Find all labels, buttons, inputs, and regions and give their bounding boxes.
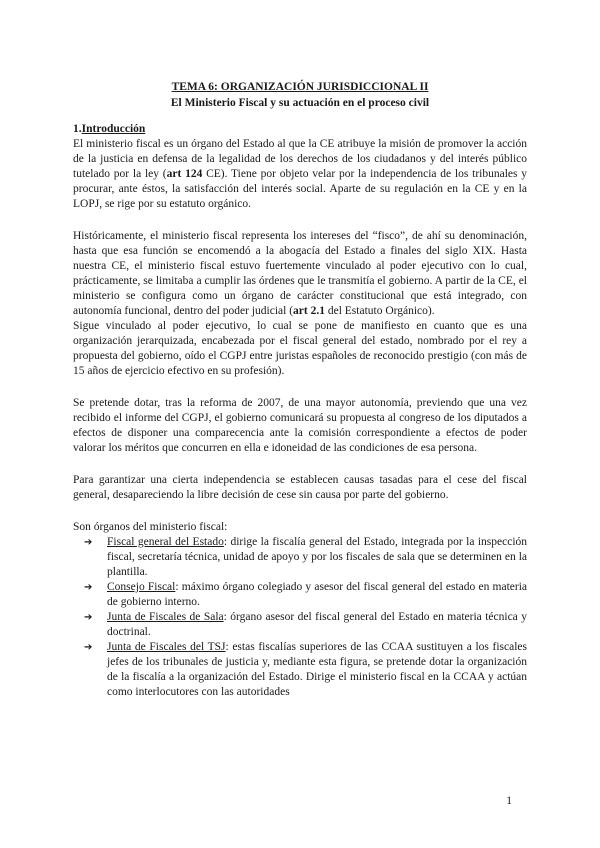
paragraph-reform-2007: Se pretende dotar, tras la reforma de 2007, de una mayor autonomía, previendo que una vez recibido el informe del CGPJ, el gobierno comunicará su propuesta al congreso de los diputados a efectos de disponer una comparecencia ante la comisión correspondiente a efectos de poder valorar los méritos que concurren en ella e idoneidad de las condiciones de esa persona.: [73, 397, 527, 454]
topic-subtitle: El Ministerio Fiscal y su actuación en el proceso civil: [170, 97, 430, 109]
organ-term: Junta de Fiscales del TSJ: [107, 641, 226, 653]
list-item: [84, 580, 527, 610]
title-block: [0, 79, 600, 111]
arrow-icon: ➔: [84, 582, 93, 593]
spacer: [73, 456, 527, 473]
spacer: [73, 503, 527, 520]
paragraph-history: [73, 229, 527, 319]
organ-term: Consejo Fiscal: [107, 581, 176, 593]
organ-description: : órgano asesor del fiscal general del Estado en materia técnica y doctrinal.: [107, 611, 527, 638]
paragraph-independence: Para garantizar una cierta independencia se establecen causas tasadas para el cese del fiscal general, desapareciendo la libre decisión de cese sin causa por parte del gobierno.: [73, 474, 527, 501]
arrow-icon: ➔: [84, 612, 93, 623]
organ-term: Fiscal general del Estado: [107, 536, 224, 548]
paragraph-text: del Estatuto Orgánico).: [324, 305, 435, 317]
organ-description: : máximo órgano colegiado y asesor del fiscal general del estado en materia de gobierno interno.: [107, 581, 527, 608]
spacer: [73, 379, 527, 396]
section-title: Introducción: [81, 123, 146, 135]
spacer: [73, 212, 527, 229]
topic-title: TEMA 6: ORGANIZACIÓN JURISDICCIONAL II: [171, 81, 429, 93]
paragraph-text: El ministerio fiscal es un órgano del Estado al que la CE atribuye la misión de promover la acción de la justicia en defensa de la legalidad de los derechos de los ciudadanos y del interés público tutelado por la ley (: [73, 138, 527, 180]
organ-description: : estas fiscalías superiores de las CCAA sustituyen a los fiscales jefes de los tribunales de justicia y, mediante esta figura, se pretende dotar la organización de la fiscalía a la organización del Estado. Dirige el ministerio fiscal en la CCAA y actúan como interlocutores con las autoridades: [107, 641, 527, 698]
article-reference: art 124: [166, 168, 203, 180]
arrow-icon: ➔: [84, 642, 93, 653]
list-item: [84, 640, 527, 700]
page-number: 1: [506, 795, 512, 807]
paragraph-text: Históricamente, el ministerio fiscal representa los intereses del “fisco”, de ahí su denominación, hasta que esa función se encomendó a la abogacía del Estado a finales del siglo XIX. Hasta nuestra CE, el ministerio fiscal estuvo fuertemente vinculado al poder ejecutivo con lo cual, prácticamente, se limitaba a cumplir las órdenes que le transmitía el gobierno. A partir de la CE, el ministerio se configura como un órgano de carácter constitucional que está integrado, con autonomía funcional, dentro del poder judicial (: [73, 230, 527, 317]
paragraph-text: CE). Tiene por objeto velar por la independencia de los tribunales y procurar, ante éstos, la satisfacción del interés social. Aparte de su regulación en la CE y en la LOPJ, se rige por su estatuto orgánico.: [73, 168, 527, 210]
section-number: 1.: [73, 123, 82, 135]
document-body: [73, 122, 527, 700]
paragraph-executive-link: Sigue vinculado al poder ejecutivo, lo cual se pone de manifiesto en cuanto que es una organización jerarquizada, encabezada por el fiscal general del estado, nombrado por el rey a propuesta del gobierno, oído el CGPJ entre juristas españoles de reconocido prestigio (con más de 15 años de ejercicio efectivo en su profesión).: [73, 320, 527, 377]
list-item: [84, 535, 527, 580]
arrow-icon: ➔: [84, 537, 93, 548]
list-item: [84, 610, 527, 640]
paragraph-organs-intro: Son órganos del ministerio fiscal:: [73, 521, 228, 533]
organs-list: [73, 535, 527, 700]
organ-description: : dirige la fiscalía general del Estado, integrada por la inspección fiscal, secretaría técnica, unidad de apoyo y por los fiscales de sala que se determinen en la plantilla.: [107, 536, 528, 578]
organ-term: Junta de Fiscales de Sala: [107, 611, 224, 623]
paragraph-definition: [73, 137, 527, 212]
section-heading: [73, 122, 527, 137]
article-reference: art 2.1: [293, 305, 325, 317]
